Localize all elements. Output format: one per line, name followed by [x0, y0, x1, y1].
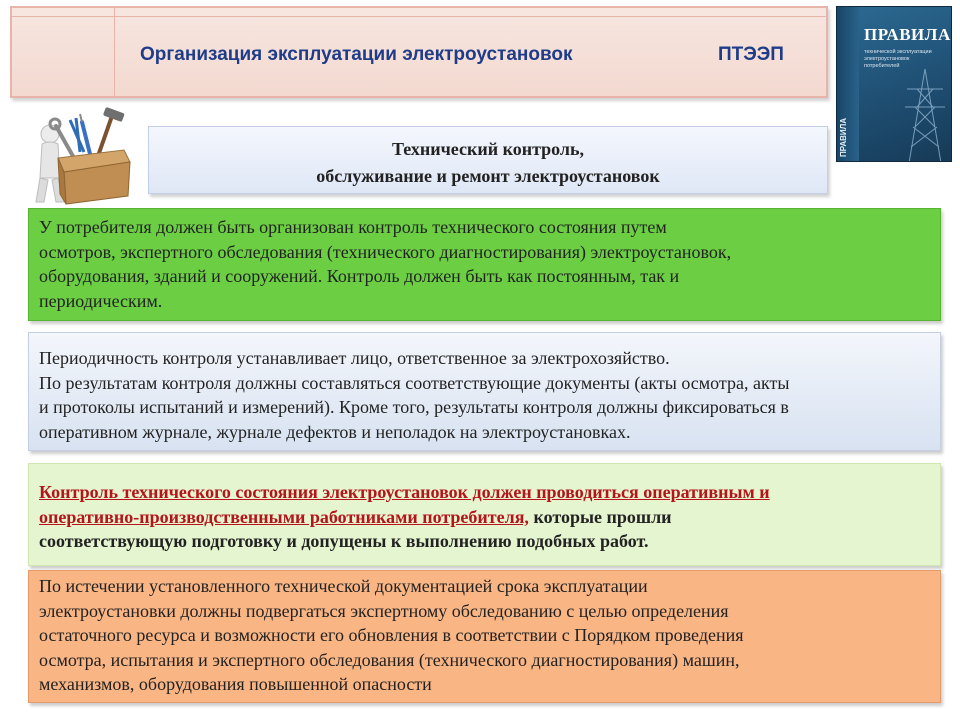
- text-line: электроустановки должны подвергаться экспертному обследованию с целью определения: [39, 600, 729, 621]
- book-spine-text: ПРАВИЛА: [839, 117, 848, 157]
- text-line: [39, 505, 930, 530]
- text-line: [39, 480, 930, 505]
- header-divider-vertical: [114, 8, 115, 96]
- text-line: У потребителя должен быть организован контроль технического состояния путем: [39, 217, 667, 237]
- toolbox-illustration: [12, 106, 138, 206]
- text-line: Периодичность контроля устанавливает лицо, ответственное за электрохозяйство.: [39, 348, 670, 368]
- text-line: осмотров, экспертного обследования (технического диагностирования) электроустановок,: [39, 241, 732, 262]
- text-line: оперативном журнале, журнале дефектов и неполадок на электроустановках.: [39, 421, 631, 442]
- text-line: По истечении установленного технической документацией срока эксплуатации: [39, 576, 648, 596]
- book-cover-subtitle: технической эксплуатации электроустановок потребителей: [864, 49, 932, 69]
- text-line: соответствующую подготовку и допущены к выполнению подобных работ.: [39, 531, 649, 552]
- power-tower-icon: [903, 67, 947, 162]
- header-divider-horizontal: [12, 16, 826, 17]
- control-periodicity-block: [28, 332, 941, 451]
- highlighted-text: Контроль технического состояния электроустановок должен проводиться оперативным и: [39, 482, 770, 502]
- highlighted-text: оперативно-производственными работниками потребителя,: [39, 506, 529, 527]
- text-line: периодическим.: [39, 290, 163, 311]
- rules-book-image: [836, 6, 952, 162]
- text-line: По результатам контроля должны составляться соответствующие документы (акты осмотра, акты: [39, 372, 790, 393]
- text-line: осмотра, испытания и экспертного обследования (технического диагностирования) машин,: [39, 649, 740, 670]
- book-cover-title: ПРАВИЛА: [864, 25, 951, 44]
- page-title: Организация эксплуатации электроустановок: [140, 44, 573, 65]
- section-subtitle: [148, 126, 828, 194]
- text-line: оборудования, зданий и сооружений. Контроль должен быть как постоянным, так и: [39, 266, 680, 287]
- subtitle-line-2: обслуживание и ремонт электроустановок: [316, 166, 660, 186]
- subtitle-line-1: Технический контроль,: [391, 139, 585, 159]
- control-personnel-block: [28, 463, 941, 566]
- plain-text: которые прошли: [528, 506, 672, 527]
- expert-inspection-block: [28, 570, 941, 703]
- text-line: механизмов, оборудования повышенной опасности: [39, 674, 432, 695]
- text-line: и протоколы испытаний и измерений). Кроме того, результаты контроля должны фиксироваться в: [39, 397, 789, 418]
- control-organization-block: [28, 208, 941, 321]
- text-line: остаточного ресурса и возможности его обновления в соответствии с Порядком проведения: [39, 625, 744, 646]
- document-abbreviation: ПТЭЭП: [718, 44, 784, 65]
